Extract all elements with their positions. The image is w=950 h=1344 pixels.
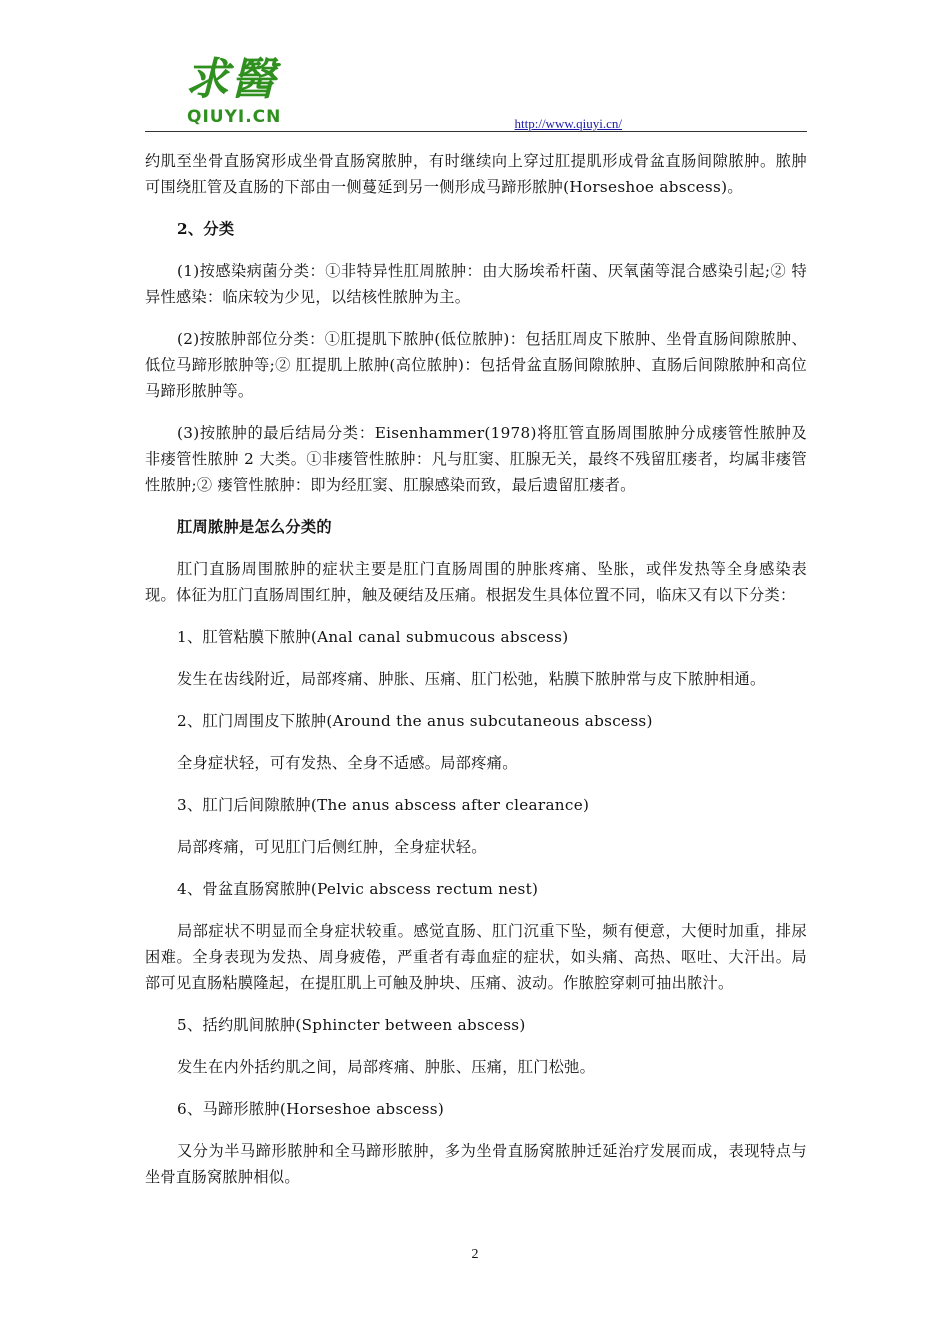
paragraph-symptoms: 肛门直肠周围脓肿的症状主要是肛门直肠周围的肿胀疼痛、坠胀，或伴发热等全身感染表现。体征为肛门直肠周围红肿，触及硬结及压痛。根据发生具体位置不同，临床又有以下分类：	[145, 560, 807, 604]
item-body-4: 局部症状不明显而全身症状较重。感觉直肠、肛门沉重下坠，频有便意，大便时加重，排尿困难。全身表现为发热、周身疲倦，严重者有毒血症的症状，如头痛、高热、呕吐、大汗出。局部可见直肠粘膜隆起，在提肛肌上可触及肿块、压痛、波动。作脓腔穿刺可抽出脓汁。	[145, 922, 807, 992]
item-body-2: 全身症状轻，可有发热、全身不适感。局部疼痛。	[177, 754, 518, 772]
item-body-3: 局部疼痛，可见肛门后侧红肿，全身症状轻。	[177, 838, 487, 856]
paragraph-classification-1: (1)按感染病菌分类：①非特异性肛周脓肿：由大肠埃希杆菌、厌氧菌等混合感染引起;② 特异性感染：临床较为少见，以结核性脓肿为主。	[145, 262, 807, 306]
item-heading-1: 1、肛管粘膜下脓肿(Anal canal submucous abscess)	[177, 628, 569, 646]
paragraph-classification-2: (2)按脓肿部位分类：①肛提肌下脓肿(低位脓肿)：包括肛周皮下脓肿、坐骨直肠间隙脓肿、低位马蹄形脓肿等;② 肛提肌上脓肿(高位脓肿)：包括骨盆直肠间隙脓肿、直肠后间隙脓肿和高位马蹄形脓肿等。	[145, 330, 807, 400]
item-heading-5: 5、括约肌间脓肿(Sphincter between abscess)	[177, 1016, 526, 1034]
section-heading-classification: 2、分类	[177, 220, 235, 238]
item-body-1: 发生在齿线附近，局部疼痛、肿胀、压痛、肛门松弛，粘膜下脓肿常与皮下脓肿相通。	[177, 670, 766, 688]
paragraph-continuation: 约肌至坐骨直肠窝形成坐骨直肠窝脓肿，有时继续向上穿过肛提肌形成骨盆直肠间隙脓肿。脓肿可围绕肛管及直肠的下部由一侧蔓延到另一侧形成马蹄形脓肿(Horseshoe abscess)。	[145, 152, 807, 196]
paragraph-classification-3: (3)按脓肿的最后结局分类：Eisenhammer(1978)将肛管直肠周围脓肿分成瘘管性脓肿及非瘘管性脓肿 2 大类。①非瘘管性脓肿：凡与肛窦、肛腺无关，最终不残留肛瘘者，均属非瘘管性脓肿;② 瘘管性脓肿：即为经肛窦、肛腺感染而致，最后遗留肛瘘者。	[145, 424, 807, 494]
item-heading-6: 6、马蹄形脓肿(Horseshoe abscess)	[177, 1100, 445, 1118]
qiuyi-logo	[185, 55, 315, 130]
header-divider	[145, 131, 807, 132]
item-body-5: 发生在内外括约肌之间，局部疼痛、肿胀、压痛，肛门松弛。	[177, 1058, 596, 1076]
item-heading-4: 4、骨盆直肠窝脓肿(Pelvic abscess rectum nest)	[177, 880, 539, 898]
logo-chinese-text: 求醫	[185, 54, 277, 105]
site-link[interactable]: http://www.qiuyi.cn/	[514, 116, 622, 131]
section-heading-how-classified: 肛周脓肿是怎么分类的	[177, 518, 332, 536]
item-heading-3: 3、肛门后间隙脓肿(The anus abscess after clearance)	[177, 796, 590, 814]
document-body	[145, 148, 807, 1190]
item-body-6: 又分为半马蹄形脓肿和全马蹄形脓肿，多为坐骨直肠窝脓肿迁延治疗发展而成，表现特点与坐骨直肠窝脓肿相似。	[145, 1142, 807, 1186]
logo-english-text: QIUYI.CN	[187, 107, 282, 127]
page-number: 2	[471, 1247, 479, 1262]
page-header	[145, 55, 807, 135]
item-heading-2: 2、肛门周围皮下脓肿(Around the anus subcutaneous abscess)	[177, 712, 653, 730]
